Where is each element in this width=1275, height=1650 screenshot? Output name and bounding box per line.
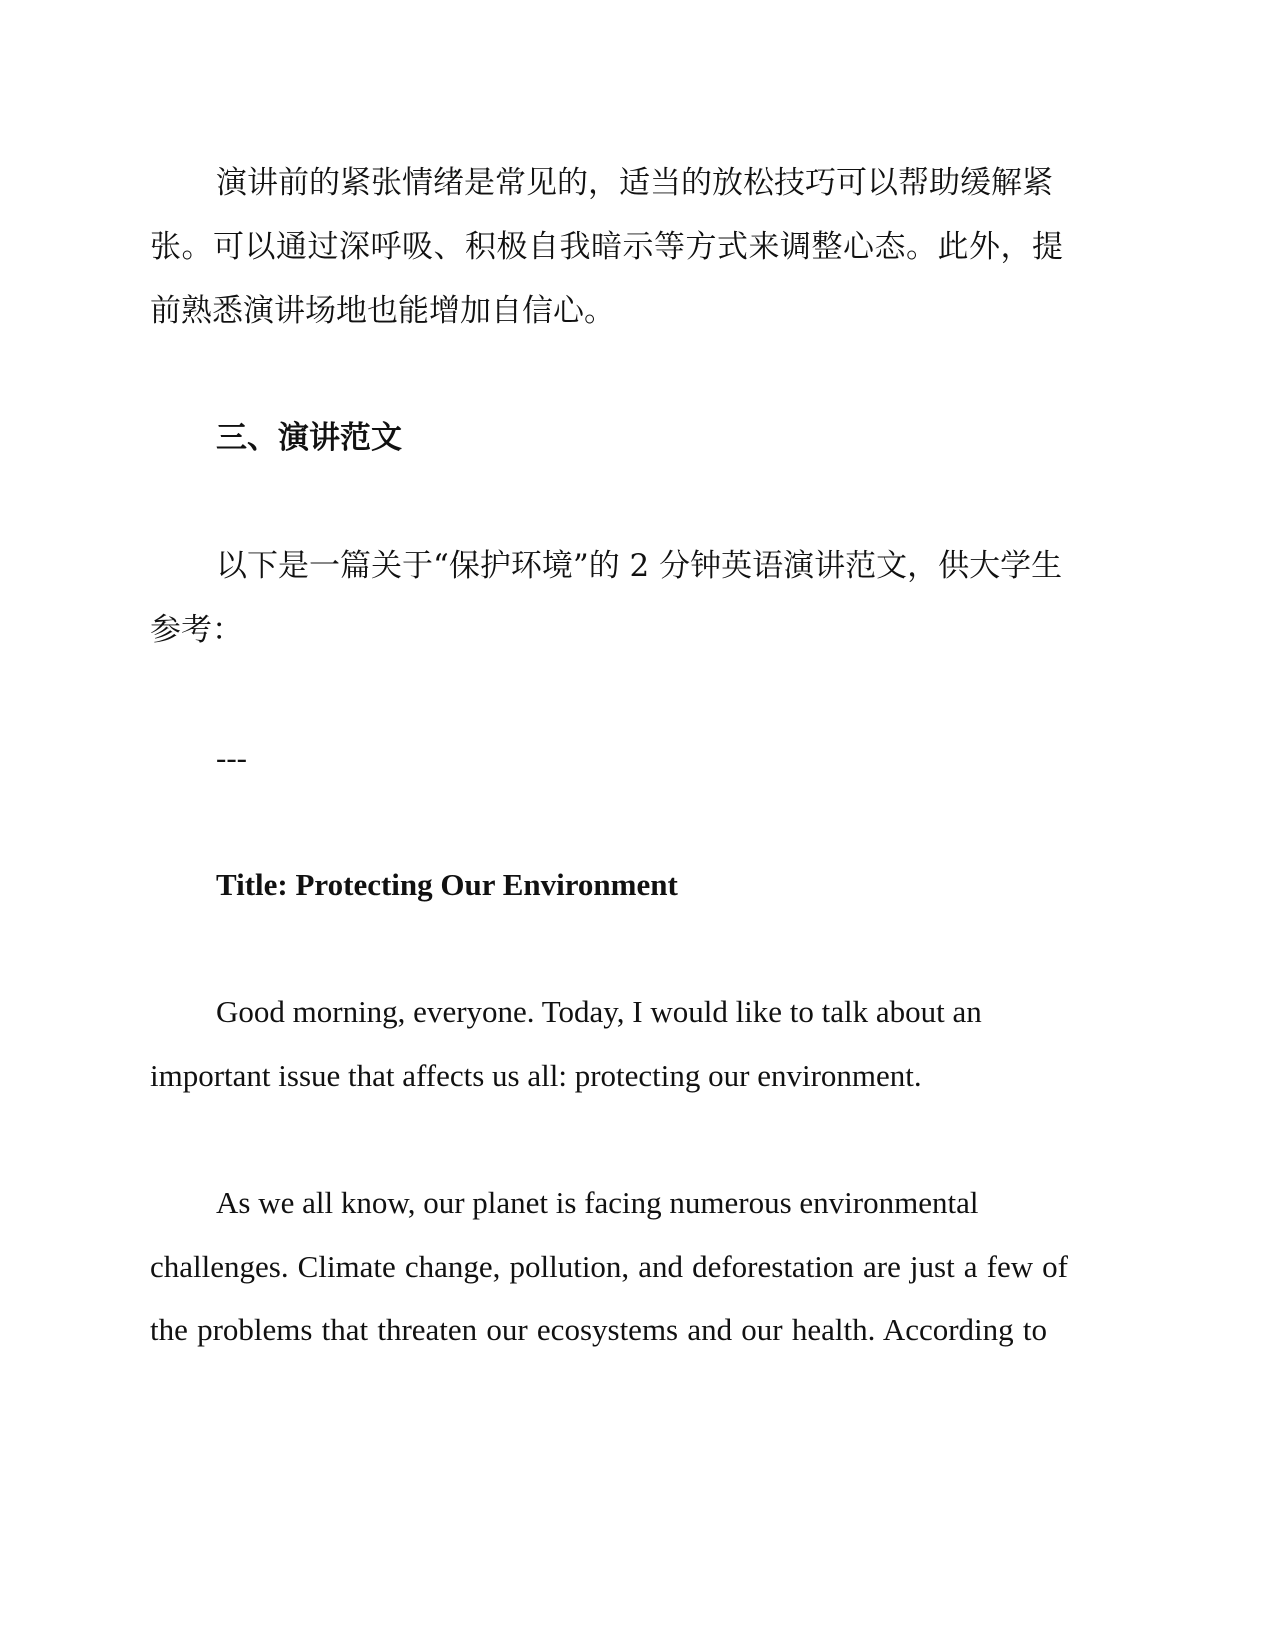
section-heading: 三、演讲范文 [216, 420, 402, 456]
speech-line: Good morning, everyone. Today, I would like to talk about an [216, 994, 982, 1029]
speech-line: important issue that affects us all: protecting our environment. [150, 1058, 922, 1093]
paragraph-line: 演讲前的紧张情绪是常见的，适当的放松技巧可以帮助缓解紧 [216, 165, 1053, 201]
speech-line: challenges. Climate change, pollution, and deforestation are just a few of [150, 1249, 1068, 1284]
speech-line: the problems that threaten our ecosystems and our health. According to [150, 1312, 1047, 1347]
paragraph-line: 张。可以通过深呼吸、积极自我暗示等方式来调整心态。此外，提 [150, 229, 1063, 265]
speech-title: Title: Protecting Our Environment [216, 867, 678, 902]
intro-line: 参考： [150, 612, 243, 648]
separator: --- [216, 740, 247, 775]
paragraph-line: 前熟悉演讲场地也能增加自信心。 [150, 293, 615, 329]
intro-line: 以下是一篇关于“保护环境”的 2 分钟英语演讲范文，供大学生 [216, 548, 1063, 584]
speech-line: As we all know, our planet is facing numerous environmental [216, 1185, 979, 1220]
